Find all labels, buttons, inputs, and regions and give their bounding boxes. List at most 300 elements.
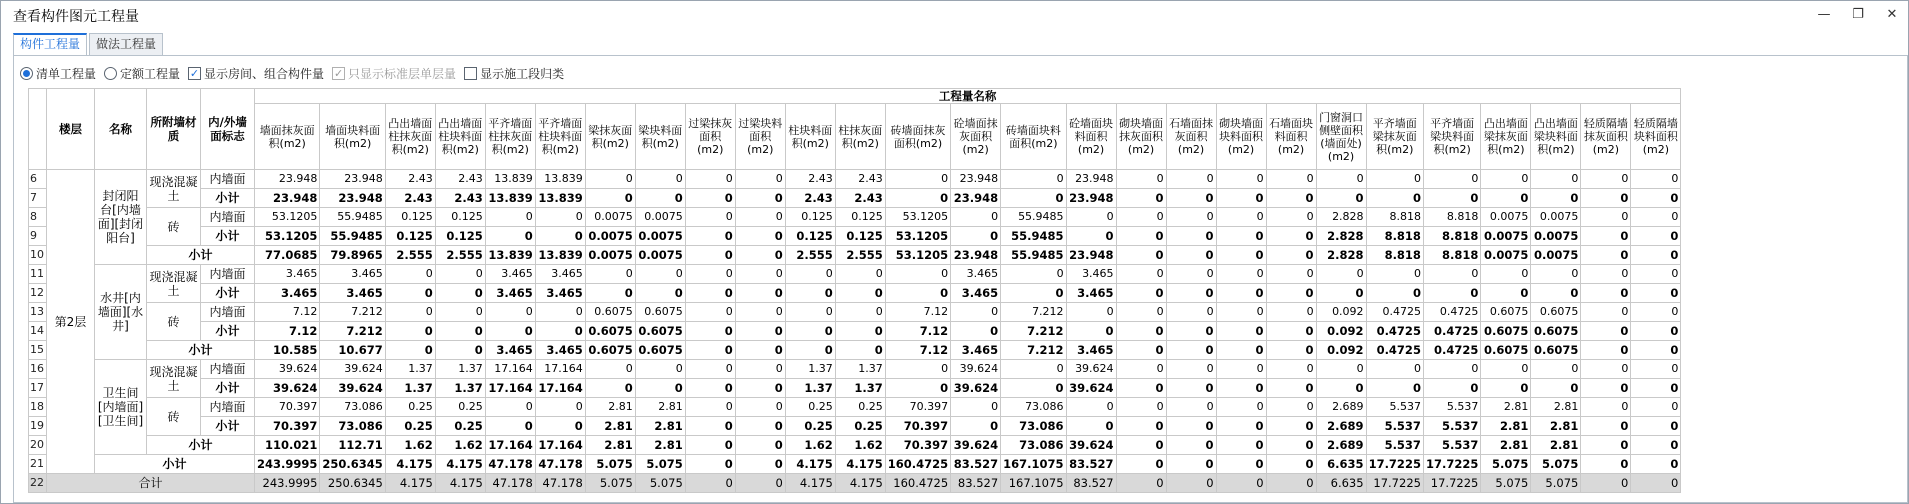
side-cell: 内墙面 xyxy=(201,398,255,417)
quantity-cell: 70.397 xyxy=(255,398,320,417)
quantity-cell: 0 xyxy=(1116,208,1166,227)
quantity-cell: 0 xyxy=(635,360,685,379)
quantity-cell: 0 xyxy=(1631,474,1681,493)
quantity-cell: 2.828 xyxy=(1316,227,1366,246)
quantity-cell: 5.075 xyxy=(585,474,635,493)
quantity-cell: 0 xyxy=(1531,265,1581,284)
quantity-cell: 0.4725 xyxy=(1366,341,1423,360)
quantity-cell: 3.465 xyxy=(951,265,1001,284)
quantity-cell: 39.624 xyxy=(951,379,1001,398)
quantity-cell: 7.212 xyxy=(320,322,385,341)
quantity-cell: 0 xyxy=(1581,227,1631,246)
quantity-cell: 7.212 xyxy=(1001,322,1066,341)
quantity-cell: 7.12 xyxy=(885,322,950,341)
table-row[interactable] xyxy=(29,379,1681,398)
quantity-cell: 0 xyxy=(1581,455,1631,474)
option-show-rooms[interactable]: ✓ 显示房间、组合构件量 xyxy=(189,66,325,81)
quantity-cell: 0 xyxy=(1116,417,1166,436)
row-number: 11 xyxy=(29,265,47,284)
quantity-group-header: 工程量名称 xyxy=(255,89,1681,104)
quantity-cell: 17.164 xyxy=(485,379,535,398)
quantity-column-header: 砖墙面块料面积(m2) xyxy=(1001,104,1066,170)
quantity-cell: 53.1205 xyxy=(885,227,950,246)
quantity-column-header: 轻质隔墙块料面积(m2) xyxy=(1631,104,1681,170)
quantity-cell: 0 xyxy=(685,474,735,493)
quantity-cell: 0 xyxy=(1581,322,1631,341)
quantity-cell: 0 xyxy=(1316,189,1366,208)
quantity-cell: 5.075 xyxy=(635,474,685,493)
table-row[interactable] xyxy=(29,455,1681,474)
quantity-cell: 0.0075 xyxy=(635,246,685,265)
minimize-icon[interactable]: — xyxy=(1817,7,1831,22)
quantity-cell: 0 xyxy=(1066,398,1116,417)
quantity-cell: 0 xyxy=(1216,341,1266,360)
quantity-cell: 4.175 xyxy=(435,474,485,493)
name-subtotal-label: 小计 xyxy=(147,436,255,455)
quantity-cell: 0 xyxy=(1581,379,1631,398)
quantity-cell: 0 xyxy=(385,303,435,322)
quantity-cell: 7.12 xyxy=(885,303,950,322)
quantity-cell: 0 xyxy=(1581,417,1631,436)
table-row[interactable] xyxy=(29,417,1681,436)
quantity-cell: 53.1205 xyxy=(885,246,950,265)
quantity-cell: 13.839 xyxy=(485,170,535,189)
quantity-cell: 3.465 xyxy=(485,341,535,360)
quantity-cell: 0 xyxy=(1631,322,1681,341)
material-subtotal-label: 小计 xyxy=(201,322,255,341)
quantity-cell: 0 xyxy=(1001,360,1066,379)
quantity-cell: 0 xyxy=(1001,379,1066,398)
quantity-cell: 77.0685 xyxy=(255,246,320,265)
table-row[interactable] xyxy=(29,284,1681,303)
quantity-cell: 1.37 xyxy=(435,379,485,398)
quantity-panel xyxy=(13,55,1908,503)
quantity-cell: 0 xyxy=(485,417,535,436)
row-number: 7 xyxy=(29,189,47,208)
quantity-cell: 0 xyxy=(1216,303,1266,322)
quantity-cell: 0 xyxy=(785,284,835,303)
quantity-cell: 23.948 xyxy=(1066,189,1116,208)
quantity-cell: 0 xyxy=(535,208,585,227)
quantity-cell: 4.175 xyxy=(835,474,885,493)
quantity-cell: 0 xyxy=(1316,360,1366,379)
table-row[interactable] xyxy=(29,189,1681,208)
close-icon[interactable]: ✕ xyxy=(1886,7,1898,22)
quantity-cell: 0.6075 xyxy=(635,322,685,341)
quantity-cell: 0 xyxy=(1166,417,1216,436)
quantity-cell: 55.9485 xyxy=(1001,246,1066,265)
total-label: 合计 xyxy=(47,474,255,493)
quantity-cell: 2.43 xyxy=(785,189,835,208)
row-number: 14 xyxy=(29,322,47,341)
quantity-cell: 8.818 xyxy=(1423,227,1480,246)
quantity-cell: 0.25 xyxy=(385,417,435,436)
quantity-cell: 0 xyxy=(635,189,685,208)
quantity-cell: 73.086 xyxy=(1001,417,1066,436)
row-number: 17 xyxy=(29,379,47,398)
quantity-cell: 0 xyxy=(685,379,735,398)
quantity-cell: 0 xyxy=(435,284,485,303)
quantity-cell: 0 xyxy=(685,246,735,265)
quantity-cell: 2.81 xyxy=(635,398,685,417)
quantity-cell: 2.43 xyxy=(785,170,835,189)
quantity-cell: 0.0075 xyxy=(1531,227,1581,246)
radio-checked-icon[interactable] xyxy=(20,67,33,80)
quantity-column-header: 墙面块料面积(m2) xyxy=(320,104,385,170)
quantity-cell: 0 xyxy=(885,360,950,379)
quantity-cell: 0 xyxy=(951,322,1001,341)
quantity-cell: 0 xyxy=(1216,436,1266,455)
quantity-cell: 0 xyxy=(1366,360,1423,379)
quantity-cell: 0 xyxy=(951,227,1001,246)
col-name-header: 名称 xyxy=(95,89,147,170)
option-dinge[interactable]: 定额工程量 xyxy=(104,65,180,82)
quantity-cell: 17.164 xyxy=(485,436,535,455)
quantity-cell: 0 xyxy=(1266,322,1316,341)
quantity-cell: 13.839 xyxy=(485,189,535,208)
quantity-cell: 0.6075 xyxy=(585,322,635,341)
quantity-cell: 0 xyxy=(1631,208,1681,227)
quantity-cell: 0.6075 xyxy=(1481,303,1531,322)
checkbox-unchecked-icon[interactable] xyxy=(464,67,477,80)
option-qingdan[interactable]: 清单工程量 xyxy=(20,65,96,82)
quantity-cell: 0 xyxy=(735,170,785,189)
quantity-cell: 0 xyxy=(685,208,735,227)
quantity-cell: 0 xyxy=(735,455,785,474)
quantity-cell: 2.81 xyxy=(585,436,635,455)
quantity-cell: 3.465 xyxy=(320,284,385,303)
quantity-cell: 0.6075 xyxy=(1481,322,1531,341)
tab-component-quantity[interactable]: 构件工程量 xyxy=(13,33,87,55)
quantity-cell: 0 xyxy=(1166,341,1216,360)
side-cell: 内墙面 xyxy=(201,360,255,379)
quantity-cell: 0 xyxy=(1166,284,1216,303)
quantity-cell: 0 xyxy=(1266,436,1316,455)
quantity-cell: 2.555 xyxy=(435,246,485,265)
option-show-stage[interactable]: 显示施工段归类 xyxy=(464,65,564,82)
quantity-cell: 0 xyxy=(1631,341,1681,360)
quantity-cell: 0 xyxy=(1266,303,1316,322)
side-cell: 内墙面 xyxy=(201,303,255,322)
quantity-cell: 0 xyxy=(1423,170,1480,189)
quantity-cell: 10.677 xyxy=(320,341,385,360)
quantity-cell: 0 xyxy=(735,341,785,360)
quantity-cell: 0 xyxy=(635,379,685,398)
quantity-cell: 0 xyxy=(1266,474,1316,493)
table-row[interactable] xyxy=(29,208,1681,227)
tab-method-quantity[interactable]: 做法工程量 xyxy=(89,33,163,55)
quantity-cell: 0 xyxy=(885,170,950,189)
quantity-cell: 47.178 xyxy=(535,474,585,493)
quantity-cell: 0 xyxy=(1581,208,1631,227)
quantity-cell: 0 xyxy=(1581,265,1631,284)
quantity-cell: 0 xyxy=(1631,170,1681,189)
quantity-cell: 0 xyxy=(1066,227,1116,246)
quantity-cell: 4.175 xyxy=(785,474,835,493)
quantity-cell: 5.537 xyxy=(1423,417,1480,436)
quantity-cell: 0 xyxy=(685,436,735,455)
title-bar xyxy=(1,1,1908,31)
quantity-cell: 1.37 xyxy=(385,360,435,379)
quantity-cell: 0 xyxy=(1316,379,1366,398)
quantity-cell: 39.624 xyxy=(320,379,385,398)
quantity-cell: 0 xyxy=(485,322,535,341)
quantity-cell: 2.43 xyxy=(385,189,435,208)
quantity-column-header: 砼墙面块料面积(m2) xyxy=(1066,104,1116,170)
material-cell: 现浇混凝土 xyxy=(147,360,201,398)
quantity-cell: 4.175 xyxy=(385,474,435,493)
quantity-cell: 2.81 xyxy=(635,417,685,436)
quantity-cell: 2.81 xyxy=(585,398,635,417)
quantity-cell: 0.4725 xyxy=(1366,322,1423,341)
quantity-cell: 83.527 xyxy=(951,455,1001,474)
quantity-cell: 0.125 xyxy=(385,227,435,246)
quantity-cell: 0 xyxy=(1366,284,1423,303)
quantity-cell: 0.125 xyxy=(435,227,485,246)
quantity-cell: 0 xyxy=(1423,379,1480,398)
quantity-cell: 53.1205 xyxy=(255,208,320,227)
quantity-cell: 3.465 xyxy=(255,265,320,284)
quantity-cell: 0.0075 xyxy=(585,208,635,227)
quantity-cell: 2.43 xyxy=(835,170,885,189)
quantity-cell: 0 xyxy=(735,208,785,227)
quantity-cell: 0.0075 xyxy=(635,227,685,246)
component-name-cell: 水井[内墙面][水井] xyxy=(95,265,147,360)
quantity-cell: 0 xyxy=(735,474,785,493)
row-number: 6 xyxy=(29,170,47,189)
col-floor-header: 楼层 xyxy=(47,89,95,170)
quantity-cell: 0 xyxy=(1631,265,1681,284)
quantity-cell: 53.1205 xyxy=(255,227,320,246)
quantity-cell: 0 xyxy=(1266,379,1316,398)
table-row[interactable] xyxy=(29,360,1681,379)
table-row[interactable] xyxy=(29,398,1681,417)
quantity-cell: 0 xyxy=(1581,360,1631,379)
quantity-cell: 0 xyxy=(1481,265,1531,284)
table-row[interactable] xyxy=(29,322,1681,341)
material-subtotal-label: 小计 xyxy=(201,227,255,246)
quantity-cell: 0 xyxy=(585,360,635,379)
quantity-cell: 1.37 xyxy=(785,360,835,379)
quantity-cell: 0 xyxy=(785,303,835,322)
table-row[interactable] xyxy=(29,474,1681,493)
quantity-cell: 0 xyxy=(735,436,785,455)
quantity-cell: 0 xyxy=(1116,360,1166,379)
quantity-cell: 0 xyxy=(1631,189,1681,208)
row-number: 21 xyxy=(29,455,47,474)
quantity-cell: 0.092 xyxy=(1316,322,1366,341)
quantity-cell: 0 xyxy=(1216,322,1266,341)
quantity-cell: 0.25 xyxy=(835,417,885,436)
quantity-column-header: 平齐墙面梁抹灰面积(m2) xyxy=(1366,104,1423,170)
table-row[interactable] xyxy=(29,170,1681,189)
quantity-column-header: 凸出墙面梁抹灰面积(m2) xyxy=(1481,104,1531,170)
quantity-table[interactable] xyxy=(28,88,1681,493)
quantity-cell: 0 xyxy=(1166,265,1216,284)
quantity-cell: 0 xyxy=(1631,246,1681,265)
quantity-cell: 0 xyxy=(485,303,535,322)
tab-strip xyxy=(13,33,165,55)
quantity-cell: 0 xyxy=(635,284,685,303)
floor-cell: 第2层 xyxy=(47,170,95,474)
quantity-cell: 0 xyxy=(1116,398,1166,417)
quantity-cell: 47.178 xyxy=(485,474,535,493)
material-subtotal-label: 小计 xyxy=(201,379,255,398)
quantity-cell: 0 xyxy=(1631,455,1681,474)
quantity-cell: 5.075 xyxy=(585,455,635,474)
quantity-cell: 0 xyxy=(485,227,535,246)
quantity-cell: 6.635 xyxy=(1316,455,1366,474)
quantity-cell: 0 xyxy=(1266,398,1316,417)
quantity-cell: 23.948 xyxy=(951,189,1001,208)
quantity-cell: 79.8965 xyxy=(320,246,385,265)
quantity-cell: 0 xyxy=(1216,474,1266,493)
quantity-cell: 55.9485 xyxy=(320,208,385,227)
quantity-cell: 0.0075 xyxy=(1531,208,1581,227)
quantity-cell: 4.175 xyxy=(385,455,435,474)
quantity-cell: 0 xyxy=(1066,417,1116,436)
quantity-cell: 0 xyxy=(435,303,485,322)
quantity-cell: 0 xyxy=(835,265,885,284)
table-row[interactable] xyxy=(29,246,1681,265)
quantity-cell: 1.37 xyxy=(385,379,435,398)
quantity-cell: 0 xyxy=(485,208,535,227)
quantity-cell: 0 xyxy=(1423,189,1480,208)
quantity-cell: 0 xyxy=(1166,322,1216,341)
checkbox-checked-icon[interactable]: ✓ xyxy=(189,66,200,80)
quantity-column-header: 柱抹灰面积(m2) xyxy=(835,104,885,170)
quantity-cell: 0.25 xyxy=(435,398,485,417)
quantity-cell: 73.086 xyxy=(320,398,385,417)
quantity-cell: 0 xyxy=(485,398,535,417)
quantity-cell: 1.62 xyxy=(435,436,485,455)
quantity-cell: 6.635 xyxy=(1316,474,1366,493)
quantity-cell: 0 xyxy=(1116,227,1166,246)
quantity-cell: 7.12 xyxy=(255,322,320,341)
quantity-cell: 0 xyxy=(1481,360,1531,379)
quantity-cell: 0 xyxy=(835,303,885,322)
quantity-column-header: 凸出墙面梁块料面积(m2) xyxy=(1531,104,1581,170)
quantity-cell: 0 xyxy=(1366,189,1423,208)
quantity-column-header: 砌块墙面抹灰面积(m2) xyxy=(1116,104,1166,170)
col-material-header: 所附墙材质 xyxy=(147,89,201,170)
quantity-cell: 0 xyxy=(1216,189,1266,208)
quantity-cell: 0 xyxy=(1266,341,1316,360)
quantity-cell: 0.0075 xyxy=(1481,208,1531,227)
quantity-column-header: 砖墙面抹灰面积(m2) xyxy=(885,104,950,170)
quantity-column-header: 柱块料面积(m2) xyxy=(785,104,835,170)
quantity-cell: 70.397 xyxy=(885,417,950,436)
quantity-cell: 0.125 xyxy=(835,227,885,246)
quantity-cell: 0 xyxy=(835,341,885,360)
quantity-column-header: 凸出墙面柱块料面积(m2) xyxy=(435,104,485,170)
quantity-cell: 0 xyxy=(735,189,785,208)
quantity-cell: 0.4725 xyxy=(1423,341,1480,360)
quantity-cell: 0.6075 xyxy=(635,303,685,322)
quantity-cell: 17.164 xyxy=(535,436,585,455)
quantity-cell: 39.624 xyxy=(1066,379,1116,398)
quantity-cell: 0 xyxy=(785,265,835,284)
quantity-cell: 0 xyxy=(1216,208,1266,227)
quantity-cell: 0.0075 xyxy=(585,227,635,246)
quantity-column-header: 石墙面抹灰面积(m2) xyxy=(1166,104,1216,170)
quantity-cell: 0 xyxy=(1581,246,1631,265)
quantity-cell: 0.0075 xyxy=(1481,227,1531,246)
quantity-cell: 0 xyxy=(1116,455,1166,474)
table-row[interactable] xyxy=(29,436,1681,455)
quantity-cell: 0 xyxy=(1116,474,1166,493)
radio-unchecked-icon[interactable] xyxy=(104,67,117,80)
restore-icon[interactable]: ❐ xyxy=(1852,7,1864,22)
quantity-cell: 0 xyxy=(685,322,735,341)
row-number: 18 xyxy=(29,398,47,417)
quantity-column-header: 石墙面块料面积(m2) xyxy=(1266,104,1316,170)
quantity-cell: 110.021 xyxy=(255,436,320,455)
quantity-cell: 2.689 xyxy=(1316,436,1366,455)
quantity-cell: 0 xyxy=(1366,170,1423,189)
quantity-cell: 0 xyxy=(1266,170,1316,189)
table-row[interactable] xyxy=(29,303,1681,322)
quantity-cell: 0 xyxy=(1116,303,1166,322)
quantity-cell: 5.075 xyxy=(1481,474,1531,493)
quantity-cell: 0 xyxy=(585,170,635,189)
table-row[interactable] xyxy=(29,341,1681,360)
quantity-cell: 0 xyxy=(835,284,885,303)
quantity-cell: 17.7225 xyxy=(1366,455,1423,474)
quantity-cell: 3.465 xyxy=(255,284,320,303)
quantity-cell: 0 xyxy=(685,284,735,303)
quantity-cell: 0 xyxy=(535,398,585,417)
quantity-cell: 0 xyxy=(1116,341,1166,360)
quantity-cell: 0 xyxy=(1116,189,1166,208)
quantity-cell: 243.9995 xyxy=(255,474,320,493)
quantity-cell: 0.4725 xyxy=(1366,303,1423,322)
quantity-column-header: 门窗洞口侧壁面积(墙面处)(m2) xyxy=(1316,104,1366,170)
quantity-cell: 0 xyxy=(1216,417,1266,436)
quantity-cell: 2.81 xyxy=(1481,417,1531,436)
quantity-cell: 3.465 xyxy=(320,265,385,284)
quantity-cell: 0 xyxy=(1066,322,1116,341)
quantity-cell: 0 xyxy=(635,265,685,284)
table-row[interactable] xyxy=(29,265,1681,284)
quantity-cell: 0 xyxy=(1166,170,1216,189)
quantity-cell: 0 xyxy=(1631,360,1681,379)
quantity-cell: 0.0075 xyxy=(1531,246,1581,265)
quantity-cell: 39.624 xyxy=(951,436,1001,455)
quantity-cell: 0 xyxy=(1216,227,1266,246)
table-row[interactable] xyxy=(29,227,1681,246)
header-row xyxy=(29,89,1681,104)
quantity-cell: 0 xyxy=(1631,227,1681,246)
quantity-cell: 0 xyxy=(1581,474,1631,493)
quantity-cell: 0 xyxy=(1531,284,1581,303)
quantity-cell: 39.624 xyxy=(1066,360,1116,379)
quantity-column-header: 梁块料面积(m2) xyxy=(635,104,685,170)
quantity-cell: 8.818 xyxy=(1423,208,1480,227)
quantity-cell: 2.43 xyxy=(835,189,885,208)
quantity-cell: 2.555 xyxy=(785,246,835,265)
quantity-cell: 0.4725 xyxy=(1423,322,1480,341)
quantity-column-header: 砌块墙面块料面积(m2) xyxy=(1216,104,1266,170)
material-subtotal-label: 小计 xyxy=(201,417,255,436)
quantity-cell: 0 xyxy=(635,170,685,189)
option-only-standard: ✓ 只显示标准层单层量 xyxy=(333,66,457,81)
quantity-cell: 0 xyxy=(1066,303,1116,322)
quantity-cell: 0 xyxy=(1266,208,1316,227)
quantity-cell: 0 xyxy=(951,417,1001,436)
quantity-cell: 0 xyxy=(1266,284,1316,303)
quantity-cell: 0 xyxy=(1001,284,1066,303)
